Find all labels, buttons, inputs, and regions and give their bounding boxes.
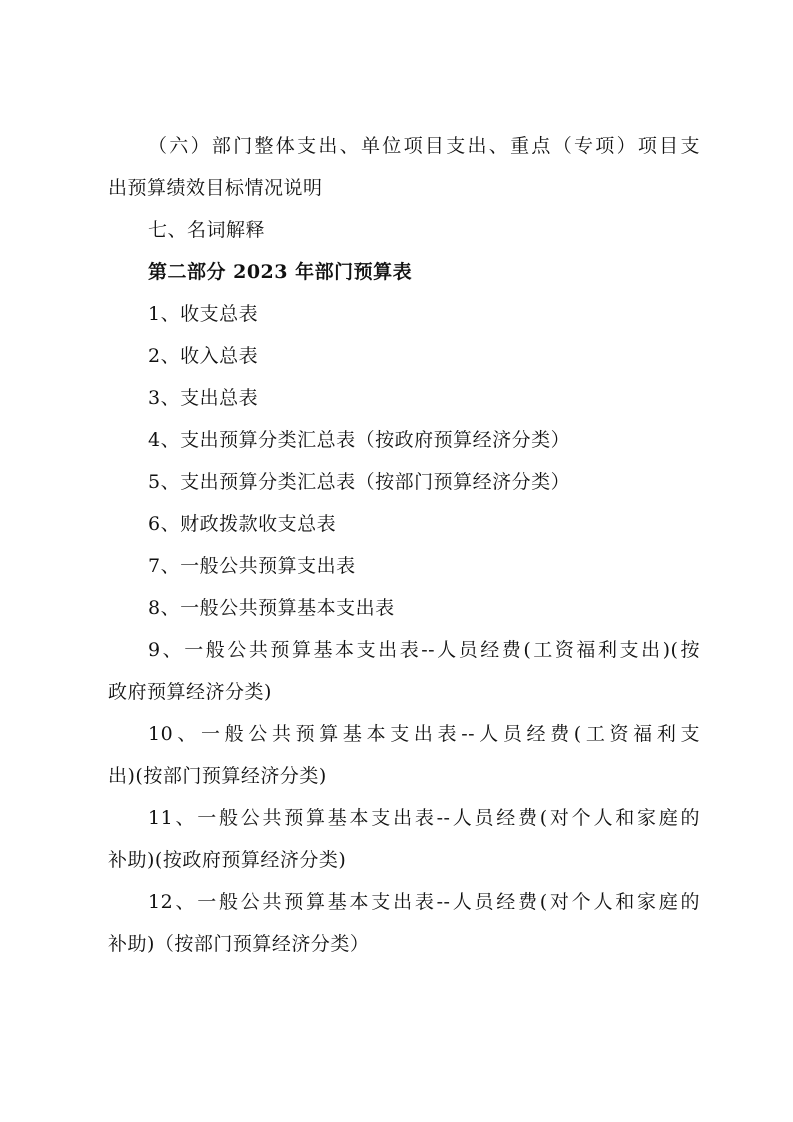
list-item-6: 6、财政拨款收支总表 — [148, 513, 337, 535]
list-item-9-line1 — [148, 638, 700, 662]
list-item-9-line1-text: 9、一般公共预算基本支出表--人员经费(工资福利支出)(按 — [148, 639, 700, 661]
section-heading-6-line1-text: （六）部门整体支出、单位项目支出、重点（专项）项目支 — [148, 135, 700, 157]
list-item-10-line1-text: 10、一般公共预算基本支出表--人员经费(工资福利支 — [148, 723, 700, 745]
list-item-11-line2: 补助)(按政府预算经济分类) — [108, 849, 347, 871]
list-item-12-line2: 补助)（按部门预算经济分类） — [108, 933, 370, 955]
list-item-10-line1 — [148, 722, 700, 746]
section-heading-7: 七、名词解释 — [148, 219, 266, 241]
section-heading-6-line1 — [148, 134, 700, 158]
list-item-1: 1、收支总表 — [148, 303, 259, 325]
list-item-11-line1-text: 11、一般公共预算基本支出表--人员经费(对个人和家庭的 — [148, 807, 700, 829]
list-item-12-line1 — [148, 890, 700, 914]
list-item-12-line1-text: 12、一般公共预算基本支出表--人员经费(对个人和家庭的 — [148, 891, 700, 913]
list-item-7: 7、一般公共预算支出表 — [148, 555, 356, 577]
list-item-3: 3、支出总表 — [148, 387, 259, 409]
list-item-4: 4、支出预算分类汇总表（按政府预算经济分类） — [148, 429, 571, 451]
list-item-9-line2: 政府预算经济分类) — [108, 681, 272, 703]
part-two-heading: 第二部分 2023 年部门预算表 — [148, 261, 413, 283]
list-item-8: 8、一般公共预算基本支出表 — [148, 597, 395, 619]
list-item-11-line1 — [148, 806, 700, 830]
list-item-10-line2: 出)(按部门预算经济分类) — [108, 765, 327, 787]
section-heading-6-line2: 出预算绩效目标情况说明 — [108, 177, 323, 199]
list-item-5: 5、支出预算分类汇总表（按部门预算经济分类） — [148, 471, 571, 493]
list-item-2: 2、收入总表 — [148, 345, 259, 367]
